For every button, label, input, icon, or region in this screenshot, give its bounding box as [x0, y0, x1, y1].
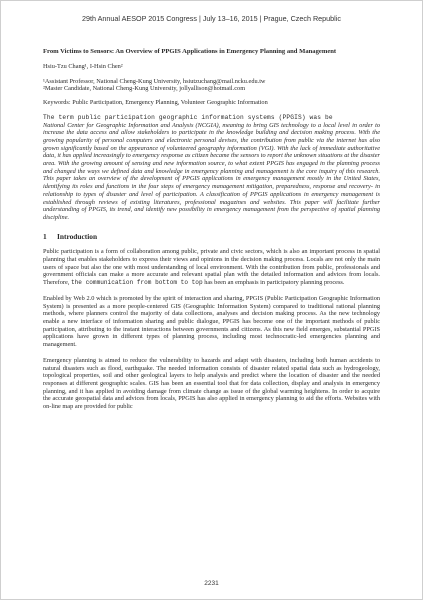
affiliation-2: ²Master Candidate, National Cheng-Kung University, jollyallison@hotmail.com: [43, 85, 246, 93]
running-header: 29th Annual AESOP 2015 Congress | July 13–16, 2015 | Prague, Czech Republic: [82, 14, 341, 23]
affiliation-1: ¹Assistant Professor, National Cheng-Kung University, hsiutzuchang@mail.ncku.edu.tw: [43, 77, 266, 85]
page-number: 2231: [204, 580, 219, 587]
abstract-text: National Center for Geographic Information and Analysis (NCGIA), meaning to bring GIS technology to a local level in order to increase the data access and allow stakeholders to participate in the knowledge building and decision making process. With the growing popularity of personal computers and electronic personal devises, the contribution from public via the internet has also grown significantly based on the appearance of volunteered geography information (VGI). With the lack of immediate authoritative data, it has applied increasingly to emergency response as citizen became the sensors to report the unknown situations at the disaster area. With the growing amount of sensing and new information source, to what extent PPGIS has engaged in the planning process and changed the ways we defined data and knowledge in emergency planning and management is the core inquiry of this research. This paper takes an overview of the development of PPGIS applications in emergency management mostly in the United States, identifying its roles and functions in the four steps of emergency management mitigation, preparedness, response and recovery- in relationship to types of disaster and level of participation. A classification of PPGIS applications in emergency management is established through reviews of existing literatures, professional magazines and websites. This paper will facilitate further understanding of PPGIS, its trend, and identify new possibility in emergency management from the perspective of spatial planning discipline.: [43, 121, 380, 221]
abstract: [43, 114, 380, 222]
section-heading: [43, 233, 380, 241]
section-title: Introduction: [57, 231, 98, 241]
keywords: Keywords: Public Participation, Emergency Planning, Volunteer Geographic Information: [43, 99, 268, 107]
section-number: 1: [43, 231, 47, 241]
paragraph-1-mono: the communication from bottom to top: [70, 279, 203, 287]
paragraph-1: [43, 248, 380, 287]
paragraph-1-end: has been an emphasis in participatory planning process.: [202, 279, 345, 287]
author-line: Hsiu-Tzu Chang¹, I-Hsin Chen²: [43, 63, 123, 70]
paragraph-2: Enabled by Web 2.0 which is promoted by the spirit of interaction and sharing, PPGIS (Public Participation Geographic Information System) is presented as a more people-centered GIS (Geographic Information System) compared to traditional rational planning methods, where planners control the majority of data collections, analyses and decision making process. As the new technology enable a new interface of information sharing and public dialogue, PPGIS has become one of the important methods of public participation, attributing to the instant interactions between governments and citizens. As this new field emerges, substantial PPGIS applications have grown in different types of planning process, including most technocratic-led emergencies planning and management.: [43, 294, 380, 349]
paper-body: [43, 48, 380, 419]
paragraph-3: Emergency planning is aimed to reduce the vulnerability to hazards and adapt with disasters, including both human accidents to natural disasters such as flood, earthquake. The needed information consists of disaster related spatial data such as hydrogeology, topological properties, soil and other geological layers to help analysis and predict where the location of disaster and the needed responses at different geographic scales. GIS has been an essential tool that for data collection, display and analysis in emergency planning, and it has applied in avoiding damage from climate change as issue of the global warming heightens. In order to acquire the accurate geospatial data and advices from locals, PPGIS has also applied in emergency planning to aid the efforts. Websites with on-line map are provided for public: [43, 356, 380, 411]
abstract-lead: The term public participation geographic information systems (PPGIS) was be: [43, 113, 333, 121]
paragraph-1-text: Public participation is a form of collaboration among public, private and civic sectors, which is also an important process in spatial planning that enables stakeholders to express their views and opinions in the decision making process. Locals are not only the main users of space but also the one with most understanding of local environment. With the contribution from public, professionals and government officials can make a more accurate and relevant spatial plan with the detailed information and advices from locals. Therefore,: [43, 248, 380, 287]
paper-title: From Victims to Sensors: An Overview of PPGIS Applications in Emergency Planning and Management: [43, 48, 337, 55]
